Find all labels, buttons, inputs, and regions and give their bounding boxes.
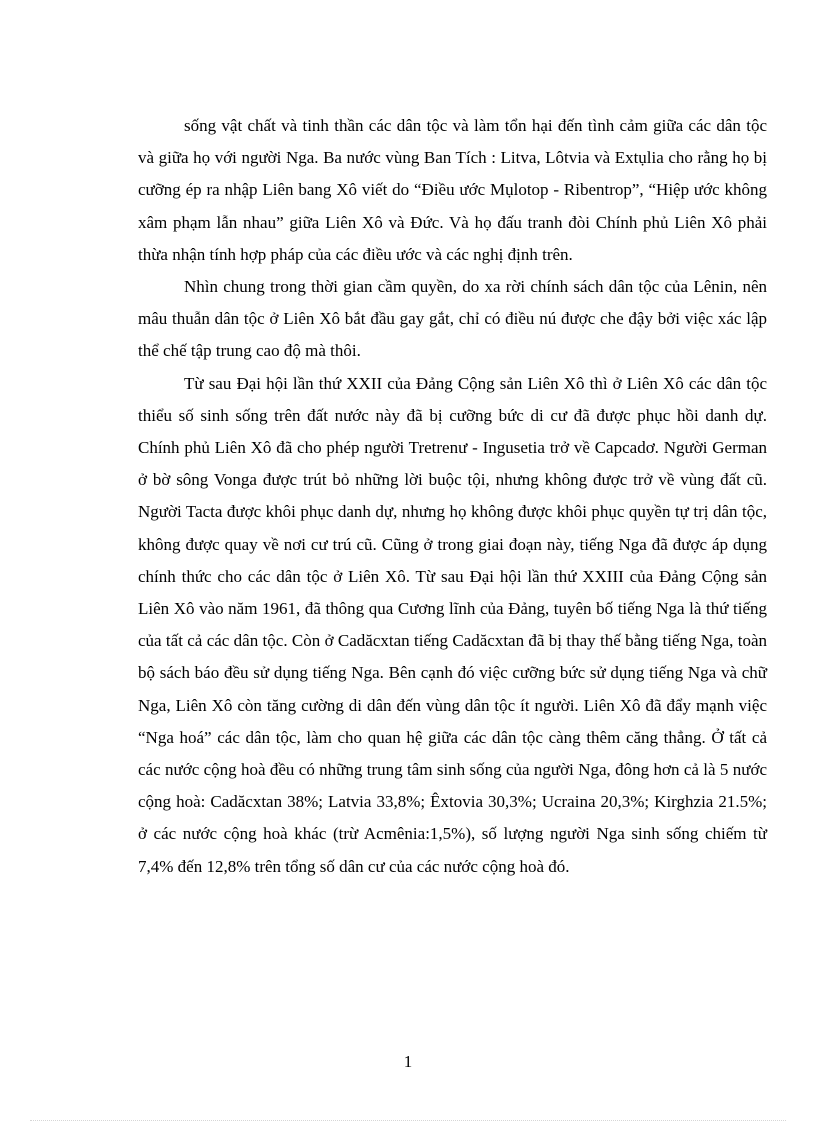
- page-number: 1: [403, 1052, 413, 1071]
- paragraph-2: Nhìn chung trong thời gian cầm quyền, do xa rời chính sách dân tộc của Lênin, nên mâu thuẫn dân tộc ở Liên Xô bắt đầu gay gắt, chỉ có điều nú được che đậy bởi việc xác lập thể chế tập trung cao độ mà thôi.: [138, 277, 767, 361]
- body-text: [138, 110, 767, 883]
- paragraph-1: sống vật chất và tinh thần các dân tộc và làm tổn hại đến tình cảm giữa các dân tộc và giữa họ với người Nga. Ba nước vùng Ban Tích : Litva, Lôtvia và Extụlia cho rằng họ bị cưỡng ép ra nhập Liên bang Xô viết do “Điều ước Mụlotop - Ribentrop”, “Hiệp ước không xâm phạm lẫn nhau” giữa Liên Xô và Đức. Và họ đấu tranh đòi Chính phủ Liên Xô phải thừa nhận tính hợp pháp của các điều ước và các nghị định trên.: [138, 116, 767, 264]
- paragraph-3: Từ sau Đại hội lần thứ XXII của Đảng Cộng sản Liên Xô thì ở Liên Xô các dân tộc thiểu số sinh sống trên đất nước này đã bị cưỡng bức di cư đã được phục hồi danh dự. Chính phủ Liên Xô đã cho phép người Tretrenư - Ingusetia trở về Capcadơ. Người German ở bờ sông Vonga được trút bỏ những lời buộc tội, nhưng không được trở về vùng đất cũ. Người Tacta được khôi phục danh dự, nhưng họ không được khôi phục quyền tự trị dân tộc, không được quay về nơi cư trú cũ. Cũng ở trong giai đoạn này, tiếng Nga đã được áp dụng chính thức cho các dân tộc ở Liên Xô. Từ sau Đại hội lần thứ XXIII của Đảng Cộng sản Liên Xô vào năm 1961, đã thông qua Cương lĩnh của Đảng, tuyên bố tiếng Nga là thứ tiếng của tất cả các dân tộc. Còn ở Cadăcxtan tiếng Cadăcxtan đã bị thay thế bằng tiếng Nga, toàn bộ sách báo đều sử dụng tiếng Nga. Bên cạnh đó việc cưỡng bức sử dụng tiếng Nga và chữ Nga, Liên Xô còn tăng cường di dân đến vùng dân tộc ít người. Liên Xô đã đẩy mạnh việc “Nga hoá” các dân tộc, làm cho quan hệ giữa các dân tộc càng thêm căng thẳng. Ở tất cả các nước cộng hoà đều có những trung tâm sinh sống của người Nga, đông hơn cả là 5 nước cộng hoà: Cadăcxtan 38%; Latvia 33,8%; Êxtovia 30,3%; Ucraina 20,3%; Kirghzia 21.5%; ở các nước cộng hoà khác (trừ Acmênia:1,5%), số lượng người Nga sinh sống chiếm từ 7,4% đến 12,8% trên tổng số dân cư của các nước cộng hoà đó.: [138, 373, 767, 876]
- page-bottom-divider: [30, 1120, 786, 1121]
